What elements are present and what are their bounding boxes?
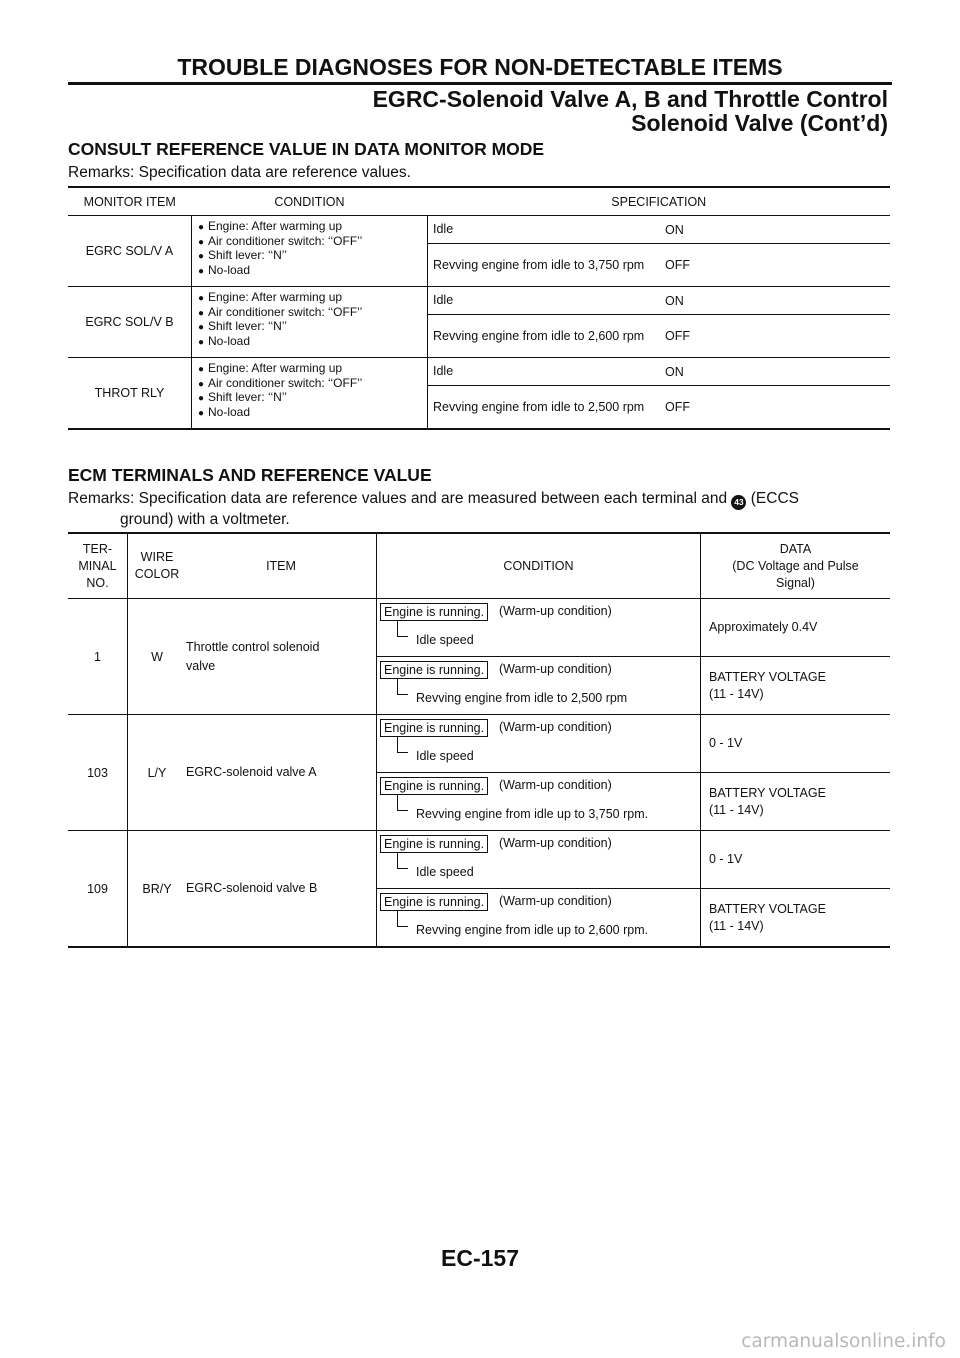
wire-color: L/Y: [128, 715, 187, 831]
condition-cell: [377, 889, 701, 948]
engine-running-badge: Engine is running.: [380, 719, 488, 737]
page-number: EC-157: [441, 1245, 519, 1271]
terminal-number: 1: [68, 599, 128, 715]
header-rule: [68, 82, 892, 85]
sub-condition: Revving engine from idle to 2,500 rpm: [428, 386, 659, 430]
ecm-remarks-line2: ground) with a voltmeter.: [120, 511, 290, 528]
ecm-remarks: [68, 489, 799, 529]
data-value: [701, 657, 891, 715]
ecm-remarks-text: Remarks: Specification data are reference values and are measured between each terminal and: [68, 490, 728, 507]
data-line: 0 - 1V: [709, 736, 743, 750]
table-row: [68, 599, 890, 657]
terminal-number: 103: [68, 715, 128, 831]
condition-bullet: ● Engine: After warming up: [198, 362, 427, 377]
wire-color: W: [128, 599, 187, 715]
data-line: BATTERY VOLTAGE: [709, 785, 826, 800]
condition-cell: [377, 715, 701, 773]
data-line: (11 - 14V): [709, 918, 764, 933]
engine-running-badge: Engine is running.: [380, 603, 488, 621]
branch-elbow-icon: [397, 911, 408, 927]
col-data: [701, 533, 891, 599]
consult-title: CONSULT REFERENCE VALUE IN DATA MONITOR MODE: [68, 139, 545, 159]
data-line: BATTERY VOLTAGE: [709, 901, 826, 916]
condition-list: [192, 287, 428, 358]
sub-condition: Idle: [428, 358, 659, 386]
ecm-terminal-table: [68, 532, 890, 948]
header-line: Signal): [776, 575, 815, 590]
table-row: [68, 216, 890, 244]
specification: OFF: [658, 386, 890, 430]
monitor-item: EGRC SOL/V B: [68, 287, 192, 358]
warmup-note: (Warm-up condition): [499, 894, 612, 908]
specification: OFF: [658, 315, 890, 358]
specification: ON: [658, 287, 890, 315]
condition-detail: Idle speed: [416, 749, 474, 763]
condition-bullet: ● Engine: After warming up: [198, 220, 427, 235]
condition-list: [192, 216, 428, 287]
data-line: Approximately 0.4V: [709, 620, 818, 634]
data-value: [701, 599, 891, 657]
specification: ON: [658, 358, 890, 386]
condition-detail: Revving engine from idle up to 2,600 rpm.: [416, 923, 649, 937]
condition-bullet: ● Engine: After warming up: [198, 291, 427, 306]
table-row: [68, 715, 890, 773]
condition-bullet: ● Shift lever: ‘‘N’’: [198, 391, 427, 406]
data-line: (11 - 14V): [709, 802, 764, 817]
condition-cell: [377, 657, 701, 715]
monitor-item: THROT RLY: [68, 358, 192, 430]
data-value: [701, 773, 891, 831]
page-header: [68, 54, 892, 137]
condition-bullet: ● Shift lever: ‘‘N’’: [198, 249, 427, 264]
item-line: valve: [186, 658, 216, 673]
condition-bullet: ● No-load: [198, 335, 427, 350]
subsection-title-line1: EGRC-Solenoid Valve A, B and Throttle Control: [372, 86, 888, 112]
engine-running-badge: Engine is running.: [380, 661, 488, 679]
ecm-remarks-eccs: (ECCS: [750, 490, 799, 507]
condition-detail: Idle speed: [416, 865, 474, 879]
terminal-item: [186, 831, 377, 948]
condition-detail: Revving engine from idle up to 3,750 rpm.: [416, 807, 649, 821]
condition-bullet: ● No-load: [198, 406, 427, 421]
terminal-item: [186, 599, 377, 715]
col-condition: CONDITION: [377, 533, 701, 599]
col-specification: SPECIFICATION: [428, 187, 891, 216]
header-line: WIRE: [140, 550, 174, 564]
specification: OFF: [658, 244, 890, 287]
data-value: [701, 715, 891, 773]
consult-table: [68, 186, 890, 430]
terminal-number: 109: [68, 831, 128, 948]
table-header-row: [68, 187, 890, 216]
data-line: (11 - 14V): [709, 686, 764, 701]
header-line: DATA: [779, 541, 812, 556]
warmup-note: (Warm-up condition): [499, 604, 612, 618]
col-wire-color: [128, 533, 187, 599]
header-line: NO.: [86, 575, 109, 590]
warmup-note: (Warm-up condition): [499, 720, 612, 734]
engine-running-badge: Engine is running.: [380, 835, 488, 853]
item-line: Throttle control solenoid: [186, 639, 320, 654]
ecm-title: ECM TERMINALS AND REFERENCE VALUE: [68, 465, 432, 485]
ground-badge-icon: 43: [731, 495, 746, 510]
condition-detail: Revving engine from idle to 2,500 rpm: [416, 691, 628, 705]
engine-running-badge: Engine is running.: [380, 893, 488, 911]
warmup-note: (Warm-up condition): [499, 662, 612, 676]
header-line: TER-: [82, 541, 113, 556]
specification: ON: [658, 216, 890, 244]
warmup-note: (Warm-up condition): [499, 836, 612, 850]
sub-condition: Revving engine from idle to 2,600 rpm: [428, 315, 659, 358]
condition-bullet: ● Air conditioner switch: ‘‘OFF’’: [198, 235, 427, 250]
monitor-item: EGRC SOL/V A: [68, 216, 192, 287]
condition-detail: Idle speed: [416, 633, 474, 647]
terminal-item: [186, 715, 377, 831]
branch-elbow-icon: [397, 853, 408, 869]
condition-list: [192, 358, 428, 430]
col-condition: CONDITION: [192, 187, 428, 216]
subsection-title-line2: Solenoid Valve (Cont’d): [631, 110, 888, 136]
watermark: carmanualsonline.info: [741, 1331, 946, 1352]
header-line: (DC Voltage and Pulse: [732, 558, 859, 573]
section-title: TROUBLE DIAGNOSES FOR NON-DETECTABLE ITEMS: [177, 54, 783, 80]
data-value: [701, 831, 891, 889]
sub-condition: Revving engine from idle to 3,750 rpm: [428, 244, 659, 287]
sub-condition: Idle: [428, 216, 659, 244]
condition-bullet: ● Air conditioner switch: ‘‘OFF’’: [198, 377, 427, 392]
branch-elbow-icon: [397, 679, 408, 695]
header-line: MINAL: [78, 558, 117, 573]
col-monitor-item: MONITOR ITEM: [68, 187, 192, 216]
item-line: EGRC-solenoid valve B: [186, 881, 318, 895]
table-row: [68, 831, 890, 889]
warmup-note: (Warm-up condition): [499, 778, 612, 792]
sub-condition: Idle: [428, 287, 659, 315]
branch-elbow-icon: [397, 737, 408, 753]
consult-remarks: Remarks: Specification data are reference values.: [68, 164, 411, 181]
table-row: [68, 287, 890, 315]
data-line: BATTERY VOLTAGE: [709, 669, 826, 684]
wire-color: BR/Y: [128, 831, 187, 948]
condition-cell: [377, 831, 701, 889]
condition-cell: [377, 773, 701, 831]
condition-bullet: ● No-load: [198, 264, 427, 279]
condition-cell: [377, 599, 701, 657]
branch-elbow-icon: [397, 795, 408, 811]
table-row: [68, 358, 890, 386]
condition-bullet: ● Air conditioner switch: ‘‘OFF’’: [198, 306, 427, 321]
col-item: ITEM: [186, 533, 377, 599]
table-header-row: [68, 533, 890, 599]
item-line: EGRC-solenoid valve A: [186, 765, 317, 779]
engine-running-badge: Engine is running.: [380, 777, 488, 795]
condition-bullet: ● Shift lever: ‘‘N’’: [198, 320, 427, 335]
branch-elbow-icon: [397, 621, 408, 637]
data-value: [701, 889, 891, 948]
col-terminal-no: [68, 533, 128, 599]
header-line: COLOR: [134, 567, 180, 581]
data-line: 0 - 1V: [709, 852, 743, 866]
